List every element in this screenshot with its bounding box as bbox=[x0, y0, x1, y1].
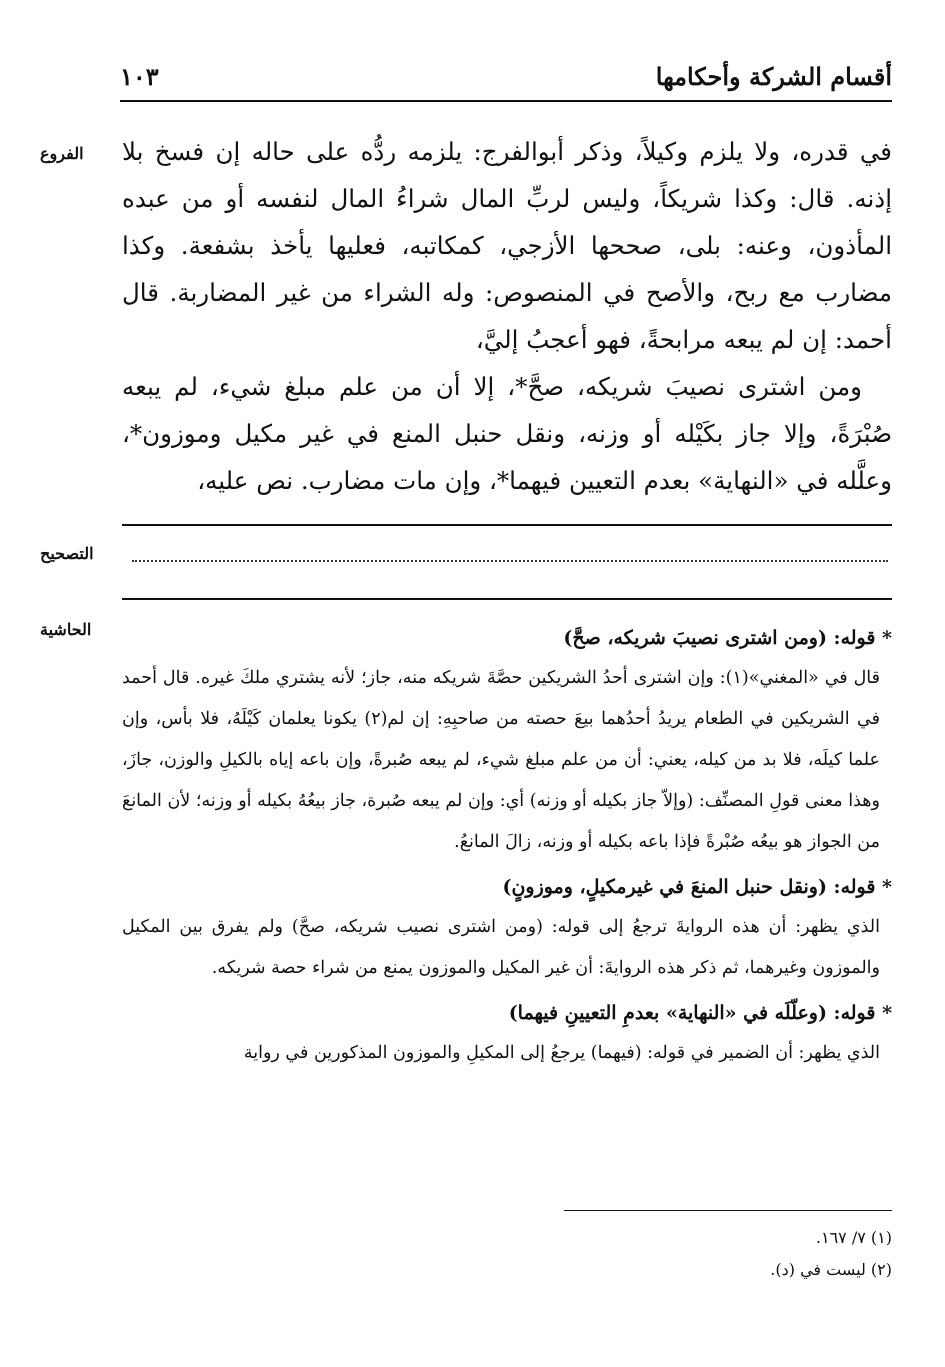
section-divider bbox=[122, 598, 892, 600]
footnotes bbox=[560, 1222, 892, 1286]
header-rule bbox=[120, 100, 892, 102]
commentary-body: الذي يظهر: أن الضمير في قوله: (فيهما) يرجعُ إلى المكيلِ والموزون المذكورين في رواية bbox=[243, 1043, 880, 1063]
commentary-heading: * قوله: (وعلّلَه في «النهاية» بعدمِ التعيينِ فيهما) bbox=[508, 1002, 892, 1024]
commentary-body: الذي يظهر: أن هذه الروايةَ ترجعُ إلى قوله: (ومن اشترى نصيب شريكه، صحَّ) ولم يفرق بين المكيل والموزون وغيرهما، ثم ذكر هذه الروايةَ: أن غير المكيل والموزون يمنع من شراء حصة شريكه. bbox=[122, 917, 880, 978]
main-text bbox=[122, 128, 892, 504]
section-divider bbox=[122, 524, 892, 526]
commentary-heading: * قوله: (ونقل حنبل المنعَ في غيرمكيلٍ، وموزونٍ) bbox=[502, 876, 892, 898]
commentary-heading: * قوله: (ومن اشترى نصيبَ شريكه، صحَّ) bbox=[563, 627, 892, 649]
margin-label-furu: الفروع bbox=[40, 144, 84, 163]
footnote-rule bbox=[564, 1210, 892, 1211]
footnote: (٢) ليست في (د). bbox=[770, 1260, 892, 1279]
header-title: أقسام الشركة وأحكامها bbox=[655, 62, 892, 91]
hashiya-commentary bbox=[122, 618, 892, 1078]
running-header bbox=[120, 62, 892, 98]
page-number: ١٠٣ bbox=[120, 62, 159, 91]
footnote: (١) ٧/ ١٦٧. bbox=[815, 1228, 892, 1247]
main-paragraph: في قدره، ولا يلزم وكيلاً، وذكر أبوالفرج: يلزمه ردُّه على حاله إن فسخ بلا إذنه. قال: وكذا شريكاً، وليس لربِّ المال شراءُ المال لنفسه أو من عبده المأذون، وعنه: بلى، صححها الأزجي، كمكاتبه، فعليها يأخذ بشفعة. وكذا مضارب مع ربح، والأصح في المنصوص: وله الشراء من غير المضاربة. قال أحمد: إن لم يبعه مرابحةً، فهو أعجبُ إليَّ، bbox=[122, 137, 892, 354]
margin-label-tashih: التصحيح bbox=[40, 544, 94, 563]
tashih-dotted-line bbox=[132, 560, 888, 562]
commentary-body: قال في «المغني»(١): وإن اشترى أحدُ الشريكين حصَّةَ شريكه منه، جاز؛ لأنه يشتري ملكَ غيره. قال أحمد في الشريكين في الطعام يريدُ أحدُهما بيعَ حصته من صاحبِهِ: إن لم(٢) يكونا يعلمان كَيْلَهُ، فلا بأس، وإن علما كيلَه، فلا بد من كيله، يعني: أن من علم مبلغ شيء، لم يبعه صُبرةً، وإن باعه إياه بالكيلِ والوزن، جازَ، وهذا معنى قولِ المصنِّف: (وإلاّ جاز بكيله أو وزنه) أي: وإن لم يبعه صُبرة، جاز بيعُهُ بكيله أو وزنه؛ لأن المانعَ من الجواز هو بيعُه صُبْرةً فإذا باعه بكيله أو وزنه، زالَ المانعُ. bbox=[122, 668, 880, 852]
margin-label-hashiya: الحاشية bbox=[40, 620, 92, 639]
main-paragraph: ومن اشترى نصيبَ شريكه، صحَّ*، إلا أن من علم مبلغ شيء، لم يبعه صُبْرَةً، وإلا جاز بكَيْله أو وزنه، ونقل حنبل المنع في غير مكيل وموزون*، وعلَّله في «النهاية» بعدم التعيين فيهما*، وإن مات مضارب. نص عليه، bbox=[122, 372, 892, 495]
